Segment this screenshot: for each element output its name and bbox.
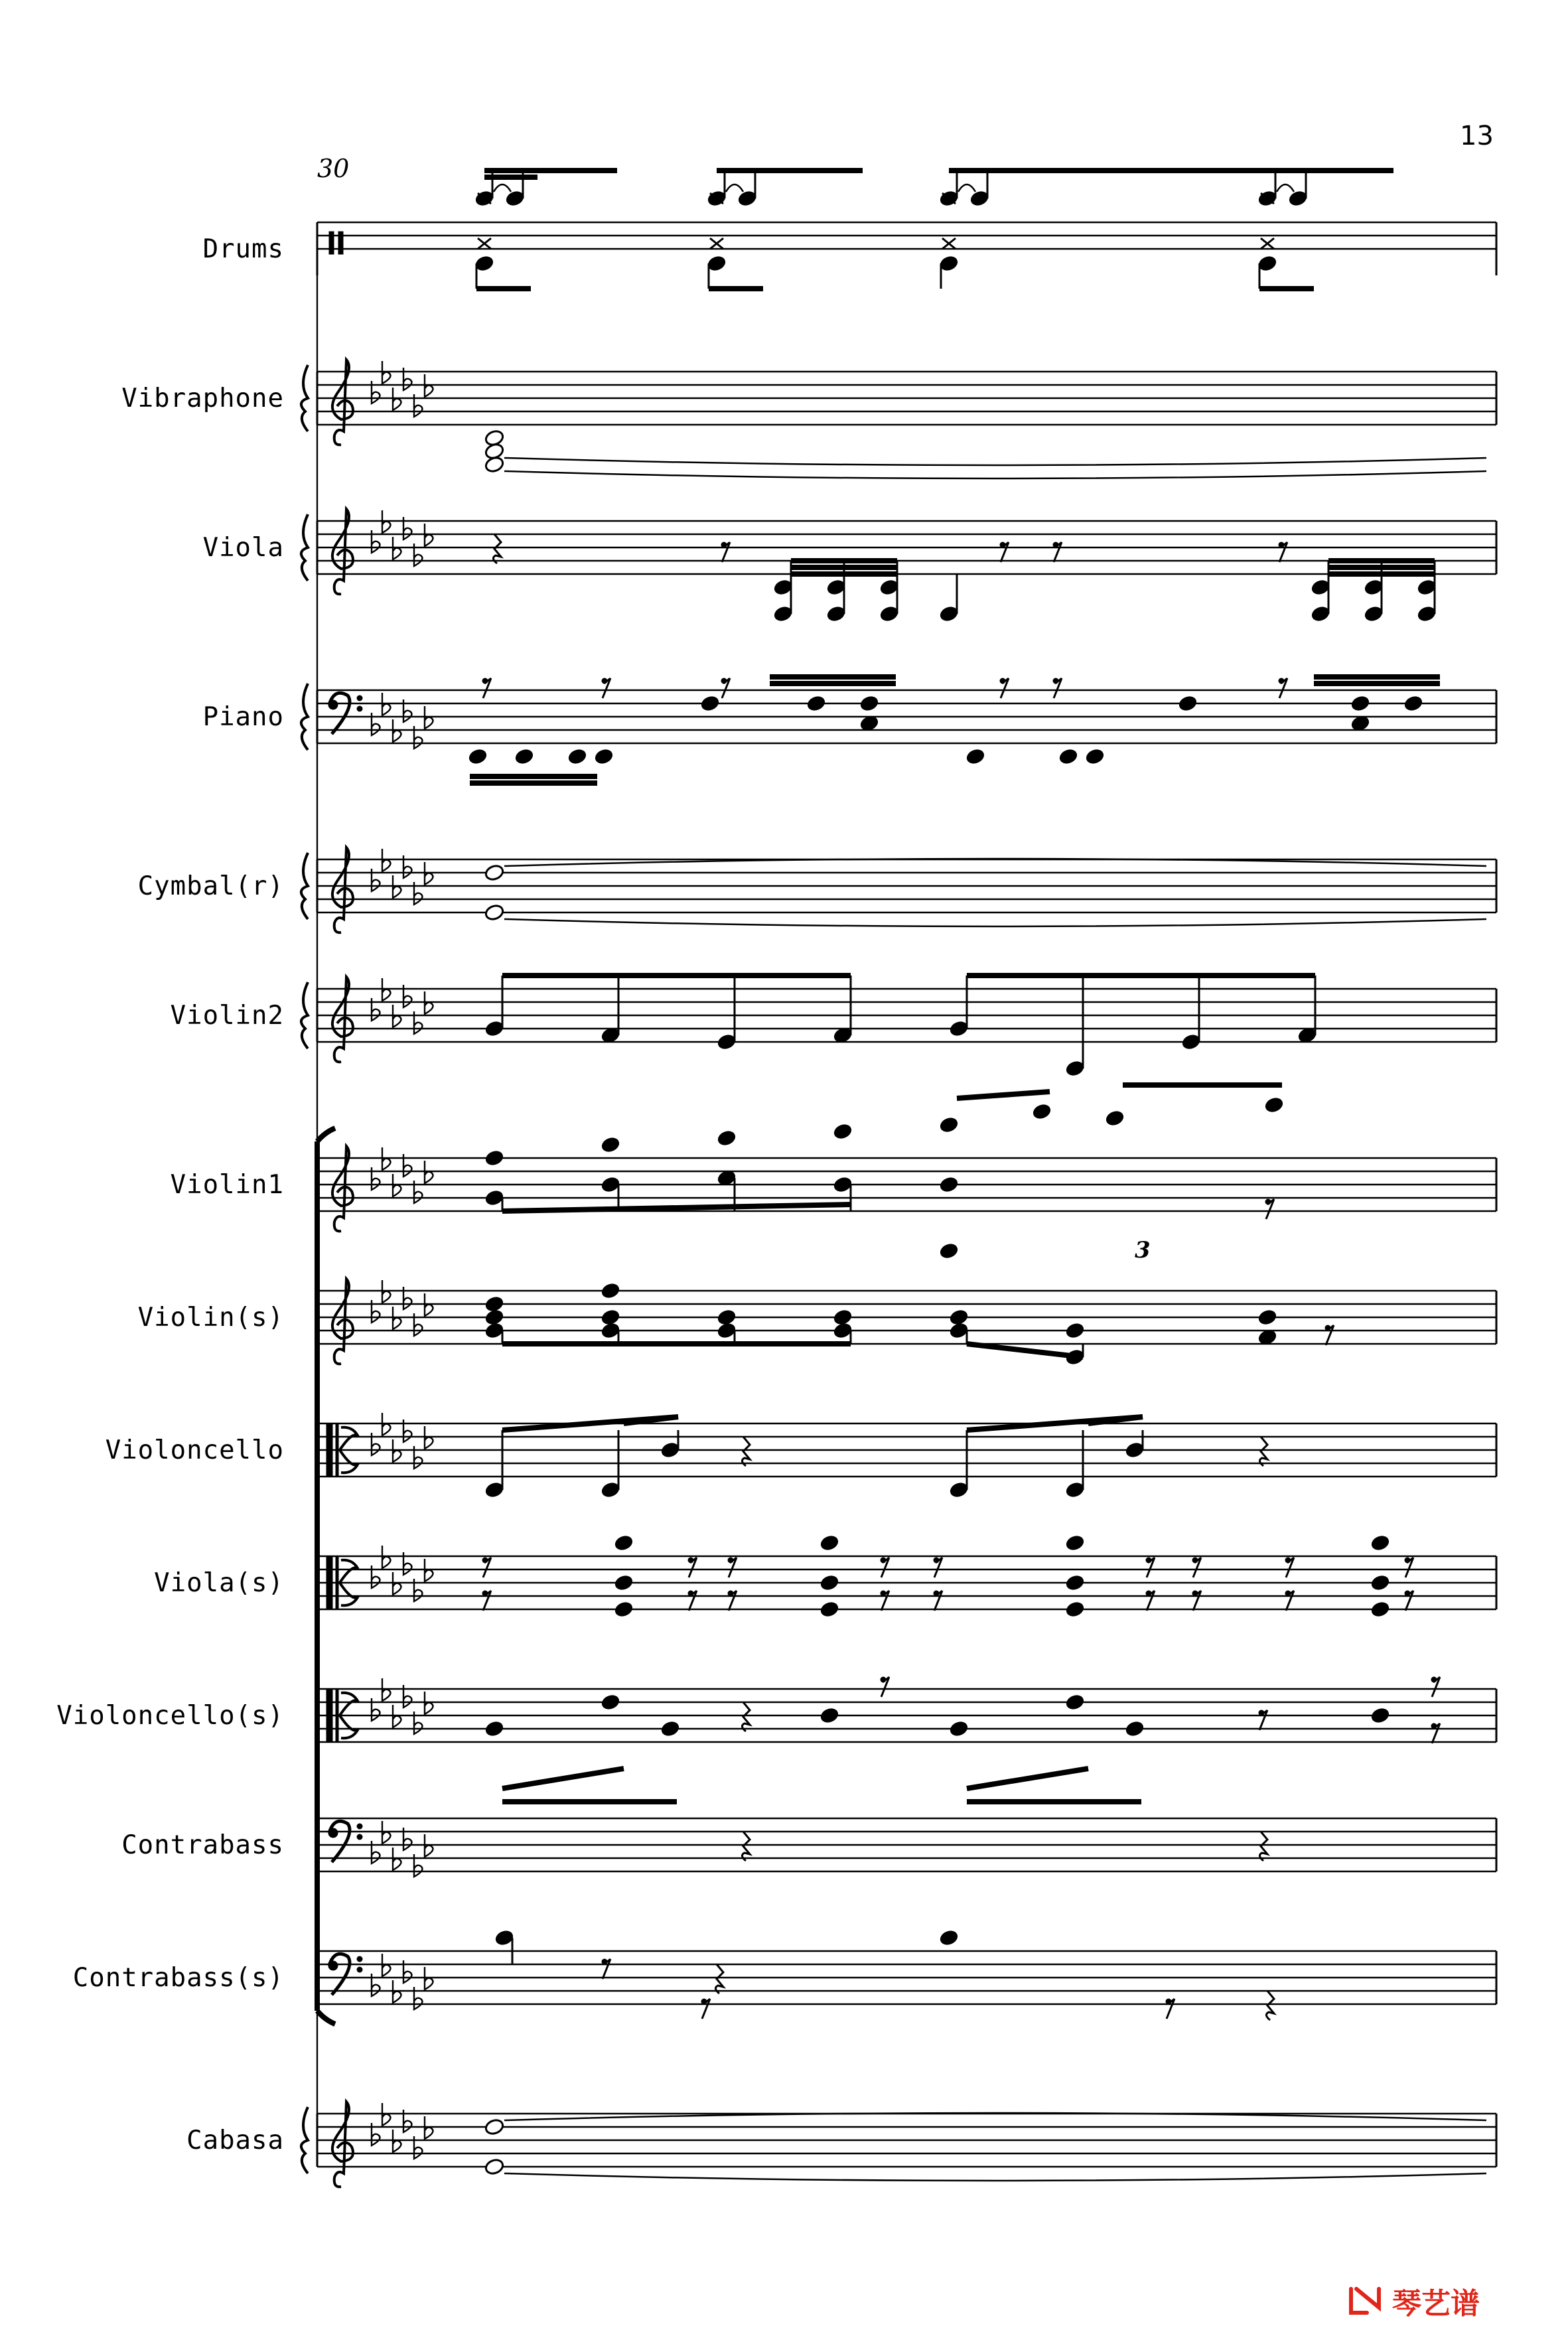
instrument-label-violins: Violin(s): [137, 1303, 284, 1333]
staff-brace: [301, 982, 308, 1049]
rest-dot: [728, 1558, 733, 1563]
piano-bass-note: [567, 747, 587, 765]
tie: [494, 184, 511, 192]
violoncellos-note: [484, 1719, 504, 1737]
violins-note: [484, 1308, 504, 1326]
instrument-label-viola: Viola: [202, 533, 284, 563]
bass-clef-dot: [357, 1834, 362, 1840]
quarter-rest: [742, 1832, 750, 1861]
violas-note: [819, 1573, 839, 1591]
piano-note: [1350, 694, 1370, 712]
rest-dot: [1166, 1999, 1171, 2004]
rest-dot: [881, 1677, 886, 1682]
violas-note: [1370, 1534, 1390, 1552]
violas-note: [819, 1600, 839, 1618]
bass-clef-dot: [328, 700, 338, 709]
rest-dot: [934, 1591, 939, 1596]
rest-dot: [701, 1999, 707, 2004]
rest-dot: [881, 1558, 886, 1563]
cabasa-whole-note: [484, 2118, 504, 2136]
violins-note: [600, 1308, 620, 1326]
violin1-note: [1104, 1109, 1125, 1127]
rest-dot: [602, 1959, 607, 1964]
rest-dot: [1431, 1723, 1437, 1729]
alto-clef-bar: [336, 1556, 338, 1609]
violoncellos-note: [819, 1706, 839, 1724]
violin1-note: [1031, 1102, 1052, 1120]
rest-dot: [1279, 542, 1284, 547]
alto-clef-icon: [326, 1556, 332, 1609]
treble-clef-icon: [332, 847, 353, 932]
tie: [504, 471, 1486, 478]
violas-note: [1370, 1600, 1390, 1618]
alto-clef-bar: [336, 1689, 338, 1742]
logo-icon: [1347, 2285, 1387, 2317]
violin1-note: [484, 1149, 504, 1167]
hihat-x-note: [710, 238, 723, 249]
quarter-rest: [493, 534, 501, 563]
rest-dot: [602, 678, 607, 684]
violas-note: [613, 1534, 634, 1552]
rest-dot: [1405, 1558, 1410, 1563]
tie: [958, 184, 975, 192]
piano-bass-note: [467, 747, 488, 765]
instrument-label-violoncello: Violoncello: [105, 1435, 284, 1465]
rest-dot: [721, 678, 727, 684]
beam: [502, 1769, 624, 1788]
quarter-rest: [1266, 1991, 1274, 2020]
tie: [504, 458, 1486, 465]
piano-bass-note: [1058, 747, 1078, 765]
rest-dot: [1285, 1558, 1291, 1563]
rest-dot: [482, 678, 488, 684]
alto-clef-icon: [326, 1423, 332, 1477]
rest-dot: [721, 542, 727, 547]
rest-dot: [1146, 1591, 1151, 1596]
percussion-clef-bar: [338, 232, 343, 254]
hihat-x-note: [942, 238, 956, 249]
violas-note: [613, 1600, 634, 1618]
violin1-note: [600, 1135, 620, 1153]
instrument-label-cabasa: Cabasa: [186, 2126, 284, 2155]
violoncellos-note: [1370, 1706, 1390, 1724]
violins-note: [948, 1308, 969, 1326]
bass-clef-icon: [329, 1954, 350, 1995]
staff-brace: [301, 853, 308, 919]
beam: [957, 1092, 1050, 1098]
violoncellos-note: [1124, 1719, 1145, 1737]
violins-note: [484, 1295, 504, 1313]
violoncellos-note: [660, 1719, 680, 1737]
violas-note: [1370, 1573, 1390, 1591]
rest-dot: [688, 1591, 693, 1596]
hihat-x-note: [1261, 238, 1274, 249]
instrument-label-vibraphone: Vibraphone: [121, 384, 284, 413]
bass-clef-icon: [329, 693, 350, 734]
violins-note: [716, 1308, 737, 1326]
vibraphone-whole-note: [484, 455, 504, 473]
bass-clef-dot: [357, 1956, 362, 1962]
violins-note: [1064, 1321, 1085, 1339]
instrument-label-violas: Viola(s): [154, 1568, 284, 1598]
tie: [726, 184, 743, 192]
rest-dot: [1431, 1677, 1437, 1682]
violin1-note: [716, 1129, 737, 1147]
staff-brace: [301, 2107, 308, 2173]
tie: [504, 2173, 1486, 2181]
piano-bass-note: [514, 747, 534, 765]
notation-marks: [301, 171, 1486, 2187]
rest-dot: [881, 1591, 886, 1596]
quarter-rest: [1259, 1437, 1267, 1466]
quarter-rest: [1259, 1832, 1267, 1861]
treble-clef-icon: [332, 1146, 353, 1231]
rest-dot: [1192, 1591, 1198, 1596]
rest-dot: [728, 1591, 733, 1596]
rest-dot: [1405, 1591, 1410, 1596]
quarter-rest: [715, 1964, 723, 1994]
violoncellos-note: [600, 1693, 620, 1711]
instrument-label-violin2: Violin2: [170, 1001, 284, 1031]
percussion-clef-icon: [329, 232, 334, 254]
violin1-note: [1263, 1096, 1284, 1114]
bass-clef-dot: [328, 1828, 338, 1838]
treble-clef-icon: [332, 977, 353, 1062]
bass-clef-dot: [357, 695, 362, 701]
violas-note: [819, 1534, 839, 1552]
piano-note: [859, 694, 879, 712]
triplet-marker: 3: [1135, 1237, 1151, 1264]
beam: [967, 1344, 1083, 1357]
piano-bass-note: [1084, 747, 1105, 765]
violins-note: [600, 1281, 620, 1299]
violin1-note: [938, 1116, 959, 1133]
piano-note: [1403, 694, 1423, 712]
measure-number: 30: [317, 154, 350, 183]
beam: [967, 1769, 1088, 1788]
rest-dot: [934, 1558, 939, 1563]
staff-brace: [301, 514, 308, 581]
tie: [1277, 184, 1294, 192]
violas-note: [1064, 1573, 1085, 1591]
violin1-note: [938, 1175, 959, 1193]
beam: [502, 1204, 851, 1211]
tie: [504, 919, 1486, 926]
treble-clef-icon: [332, 509, 353, 594]
staff-brace: [301, 365, 308, 431]
violas-note: [1064, 1534, 1085, 1552]
rest-dot: [1265, 1199, 1271, 1204]
bass-clef-dot: [357, 1824, 362, 1829]
violoncellos-note: [948, 1719, 969, 1737]
violin1-note: [938, 1242, 959, 1260]
rest-dot: [688, 1558, 693, 1563]
cabasa-whole-note: [484, 2157, 504, 2175]
instrument-label-violoncellos: Violoncello(s): [56, 1701, 284, 1731]
hihat-x-note: [478, 238, 491, 249]
rest-dot: [1279, 678, 1284, 684]
rest-dot: [1285, 1591, 1291, 1596]
instrument-label-piano: Piano: [202, 702, 284, 732]
violas-note: [1064, 1600, 1085, 1618]
instrument-label-contrabasss: Contrabass(s): [72, 1963, 284, 1993]
alto-clef-icon: [326, 1689, 332, 1742]
quarter-rest: [742, 1437, 750, 1466]
bass-clef-dot: [357, 1967, 362, 1972]
piano-note: [1177, 694, 1198, 712]
piano-bass-note: [593, 747, 614, 765]
treble-clef-icon: [332, 2102, 353, 2187]
violas-note: [613, 1573, 634, 1591]
bass-clef-dot: [328, 1961, 338, 1970]
rest-dot: [1053, 542, 1058, 547]
instrument-label-contrabass: Contrabass: [121, 1830, 284, 1860]
rest-dot: [1000, 678, 1005, 684]
violins-note: [832, 1308, 853, 1326]
violoncellos-note: [1064, 1693, 1085, 1711]
violin1-note: [832, 1122, 853, 1140]
treble-clef-icon: [332, 360, 353, 445]
contrabass-note: [938, 1928, 959, 1946]
bass-clef-icon: [329, 1821, 350, 1862]
rest-dot: [1325, 1325, 1330, 1331]
staff-brace: [301, 684, 308, 750]
instrument-label-cymbal: Cymbal(r): [137, 871, 284, 901]
bass-clef-dot: [357, 706, 362, 711]
quarter-rest: [742, 1702, 750, 1731]
rest-dot: [482, 1558, 488, 1563]
piano-note: [699, 694, 720, 712]
alto-clef-bar: [336, 1423, 338, 1477]
watermark-logo: [1347, 2280, 1480, 2322]
watermark-text: 琴艺谱: [1392, 2287, 1480, 2321]
violins-note: [1257, 1308, 1277, 1326]
piano-bass-note: [965, 747, 985, 765]
treble-clef-icon: [332, 1279, 353, 1364]
rest-dot: [1259, 1710, 1264, 1715]
rest-dot: [482, 1591, 488, 1596]
piano-note: [806, 694, 826, 712]
rest-dot: [1192, 1558, 1198, 1563]
rest-dot: [1146, 1558, 1151, 1563]
instrument-label-drums: Drums: [202, 234, 284, 264]
instrument-label-violin1: Violin1: [170, 1170, 284, 1200]
cymbal-whole-note: [484, 903, 504, 921]
page-number: 13: [1460, 121, 1494, 151]
rest-dot: [1000, 542, 1005, 547]
cymbal-whole-note: [484, 863, 504, 881]
rest-dot: [1053, 678, 1058, 684]
